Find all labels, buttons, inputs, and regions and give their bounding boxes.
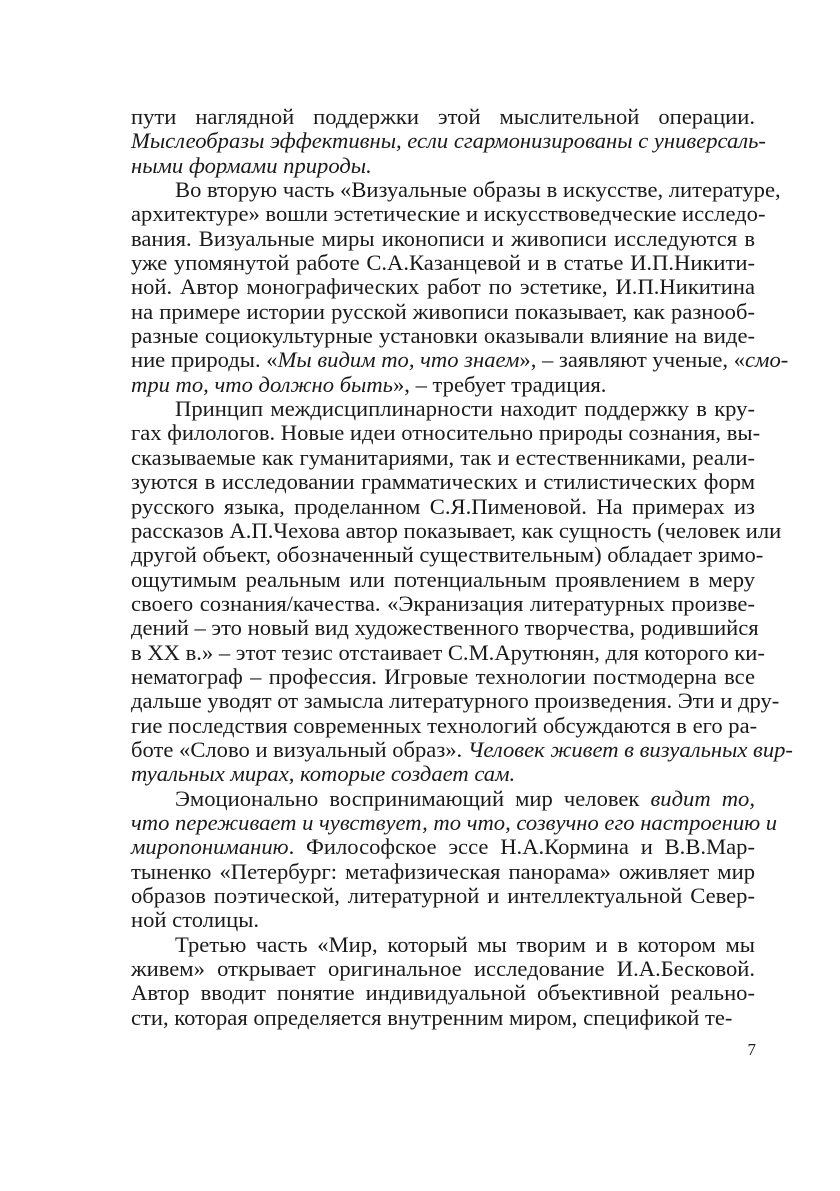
- text-run: разные социокультурные установки оказывали влияние на виде-: [131, 323, 755, 349]
- text-run: . Философское эссе Н.А.Кормина и В.В.Мар-: [288, 834, 755, 860]
- text-run: рассказов А.П.Чехова автор показывает, как сущность (человек или: [131, 517, 782, 543]
- text-run: своего сознания/качества. «Экранизация литературных произве-: [131, 590, 755, 616]
- text-run: гах филологов. Новые идеи относительно природы сознания, вы-: [131, 420, 761, 446]
- italic-text: видит то,: [650, 785, 755, 811]
- text-run: уже упомянутой работе С.А.Казанцевой и в статье И.П.Никити-: [131, 250, 755, 276]
- text-run: русского языка, проделанном С.Я.Пименовой. На примерах из: [131, 493, 755, 519]
- paragraph: [131, 396, 793, 787]
- text-line: [131, 154, 755, 178]
- text-run: тыненко «Петербург: метафизическая панорама» оживляет мир: [131, 858, 755, 884]
- italic-text: ными формами природы.: [131, 152, 372, 178]
- text-line: [131, 347, 789, 373]
- text-run: Третью часть «Мир, который мы творим и в котором мы: [175, 931, 755, 957]
- text-line: [131, 860, 755, 884]
- text-line: [131, 251, 755, 275]
- text-run: сти, которая определяется внутренним миром, спецификой те-: [131, 1004, 733, 1030]
- text-line: [131, 981, 755, 1005]
- text-line: [131, 373, 755, 397]
- text-run: пути наглядной поддержки этой мыслительной операции.: [131, 104, 755, 129]
- text-line: [131, 615, 759, 641]
- italic-text: что переживает и чувствует, то что, созвучно его настроению и: [131, 809, 778, 835]
- italic-text: Человек живет в визуальных вир-: [467, 736, 793, 762]
- text-run: Во вторую часть «Визуальные образы в искусстве, литературе,: [175, 177, 781, 203]
- text-run: на примере истории русской живописи показывает, как разнооб-: [131, 298, 755, 324]
- text-line: [131, 201, 766, 227]
- text-line: [131, 568, 755, 592]
- text-line: [131, 787, 755, 811]
- italic-text: Мы видим то, что знаем: [277, 347, 520, 373]
- text-line: [131, 300, 755, 324]
- text-line: [131, 712, 758, 738]
- italic-text: Мыслеобразы эффективны, если сгармонизированы с универсаль-: [131, 128, 766, 154]
- body-text: [131, 104, 793, 1030]
- text-run: зуются в исследовании грамматических и стилистических форм: [131, 469, 755, 495]
- text-run: ной. Автор монографических работ по эстетике, И.П.Никитина: [131, 274, 755, 300]
- italic-text: смо-: [745, 347, 789, 373]
- text-line: [131, 420, 761, 446]
- text-line: [131, 835, 755, 859]
- text-line: [131, 884, 755, 908]
- italic-text: три то, что должно быть: [131, 371, 393, 397]
- text-line: [131, 324, 755, 348]
- text-run: живем» открывает оригинальное исследование И.А.Бесковой.: [131, 956, 755, 982]
- text-run: ощутимым реальным или потенциальным проявлением в меру: [131, 566, 755, 592]
- text-run: дальше уводят от замысла литературного произведения. Эти и дру-: [131, 688, 780, 714]
- text-run: ной столицы.: [131, 907, 260, 933]
- text-line: [131, 470, 755, 494]
- text-run: боте «Слово и визуальный образ».: [131, 736, 468, 762]
- text-line: [131, 639, 765, 665]
- text-line: [131, 495, 755, 519]
- text-line: [131, 275, 755, 299]
- text-run: сказываемые как гуманитариями, так и естественниками, реали-: [131, 444, 755, 470]
- text-line: [131, 227, 755, 251]
- text-run: Автор вводит понятие индивидуальной объективной реально-: [131, 980, 755, 1006]
- text-run: гие последствия современных технологий обсуждаются в его ра-: [131, 712, 758, 738]
- text-run: вания. Визуальные миры иконописи и живописи исследуются в: [131, 225, 755, 251]
- text-run: в XX в.» – этот тезис отстаивает С.М.Арутюнян, для которого ки-: [131, 639, 765, 665]
- text-line: [131, 397, 755, 421]
- text-line: [131, 736, 793, 762]
- text-line: [131, 105, 755, 129]
- italic-text: миропониманию: [131, 834, 289, 860]
- text-run: », – заявляют ученые, «: [519, 347, 745, 373]
- text-line: [131, 933, 755, 957]
- text-line: [131, 177, 781, 203]
- paragraph: [131, 177, 789, 397]
- paragraph: [131, 104, 766, 178]
- text-run: ние природы. «: [131, 347, 278, 373]
- text-line: [131, 592, 755, 616]
- text-run: нематограф – профессия. Игровые технологии постмодерна все: [131, 663, 755, 689]
- paragraph: [131, 933, 755, 1030]
- text-line: [131, 1006, 755, 1030]
- text-run: дений – это новый вид художественного творчества, родившийся: [131, 615, 759, 641]
- text-line: [131, 542, 764, 568]
- text-run: другой объект, обозначенный существительным) обладает зримо-: [131, 542, 764, 568]
- text-line: [131, 665, 755, 689]
- italic-text: туальных мирах, которые создает сам.: [131, 761, 516, 787]
- paragraph: [131, 785, 778, 933]
- text-line: [131, 128, 766, 154]
- text-run: Эмоционально воспринимающий мир человек: [175, 785, 651, 811]
- text-line: [131, 688, 780, 714]
- text-line: [131, 957, 755, 981]
- page-number: 7: [747, 1040, 756, 1059]
- text-run: », – требует традиция.: [392, 371, 607, 397]
- text-line: [131, 908, 755, 932]
- text-line: [131, 762, 755, 786]
- text-run: архитектуре» вошли эстетические и искусствоведческие исследо-: [131, 201, 766, 227]
- text-line: [131, 446, 755, 470]
- text-run: образов поэтической, литературной и интеллектуальной Север-: [131, 883, 755, 908]
- text-line: [131, 809, 778, 835]
- text-run: Принцип междисциплинарности находит поддержку в кру-: [175, 396, 755, 422]
- text-line: [131, 517, 782, 543]
